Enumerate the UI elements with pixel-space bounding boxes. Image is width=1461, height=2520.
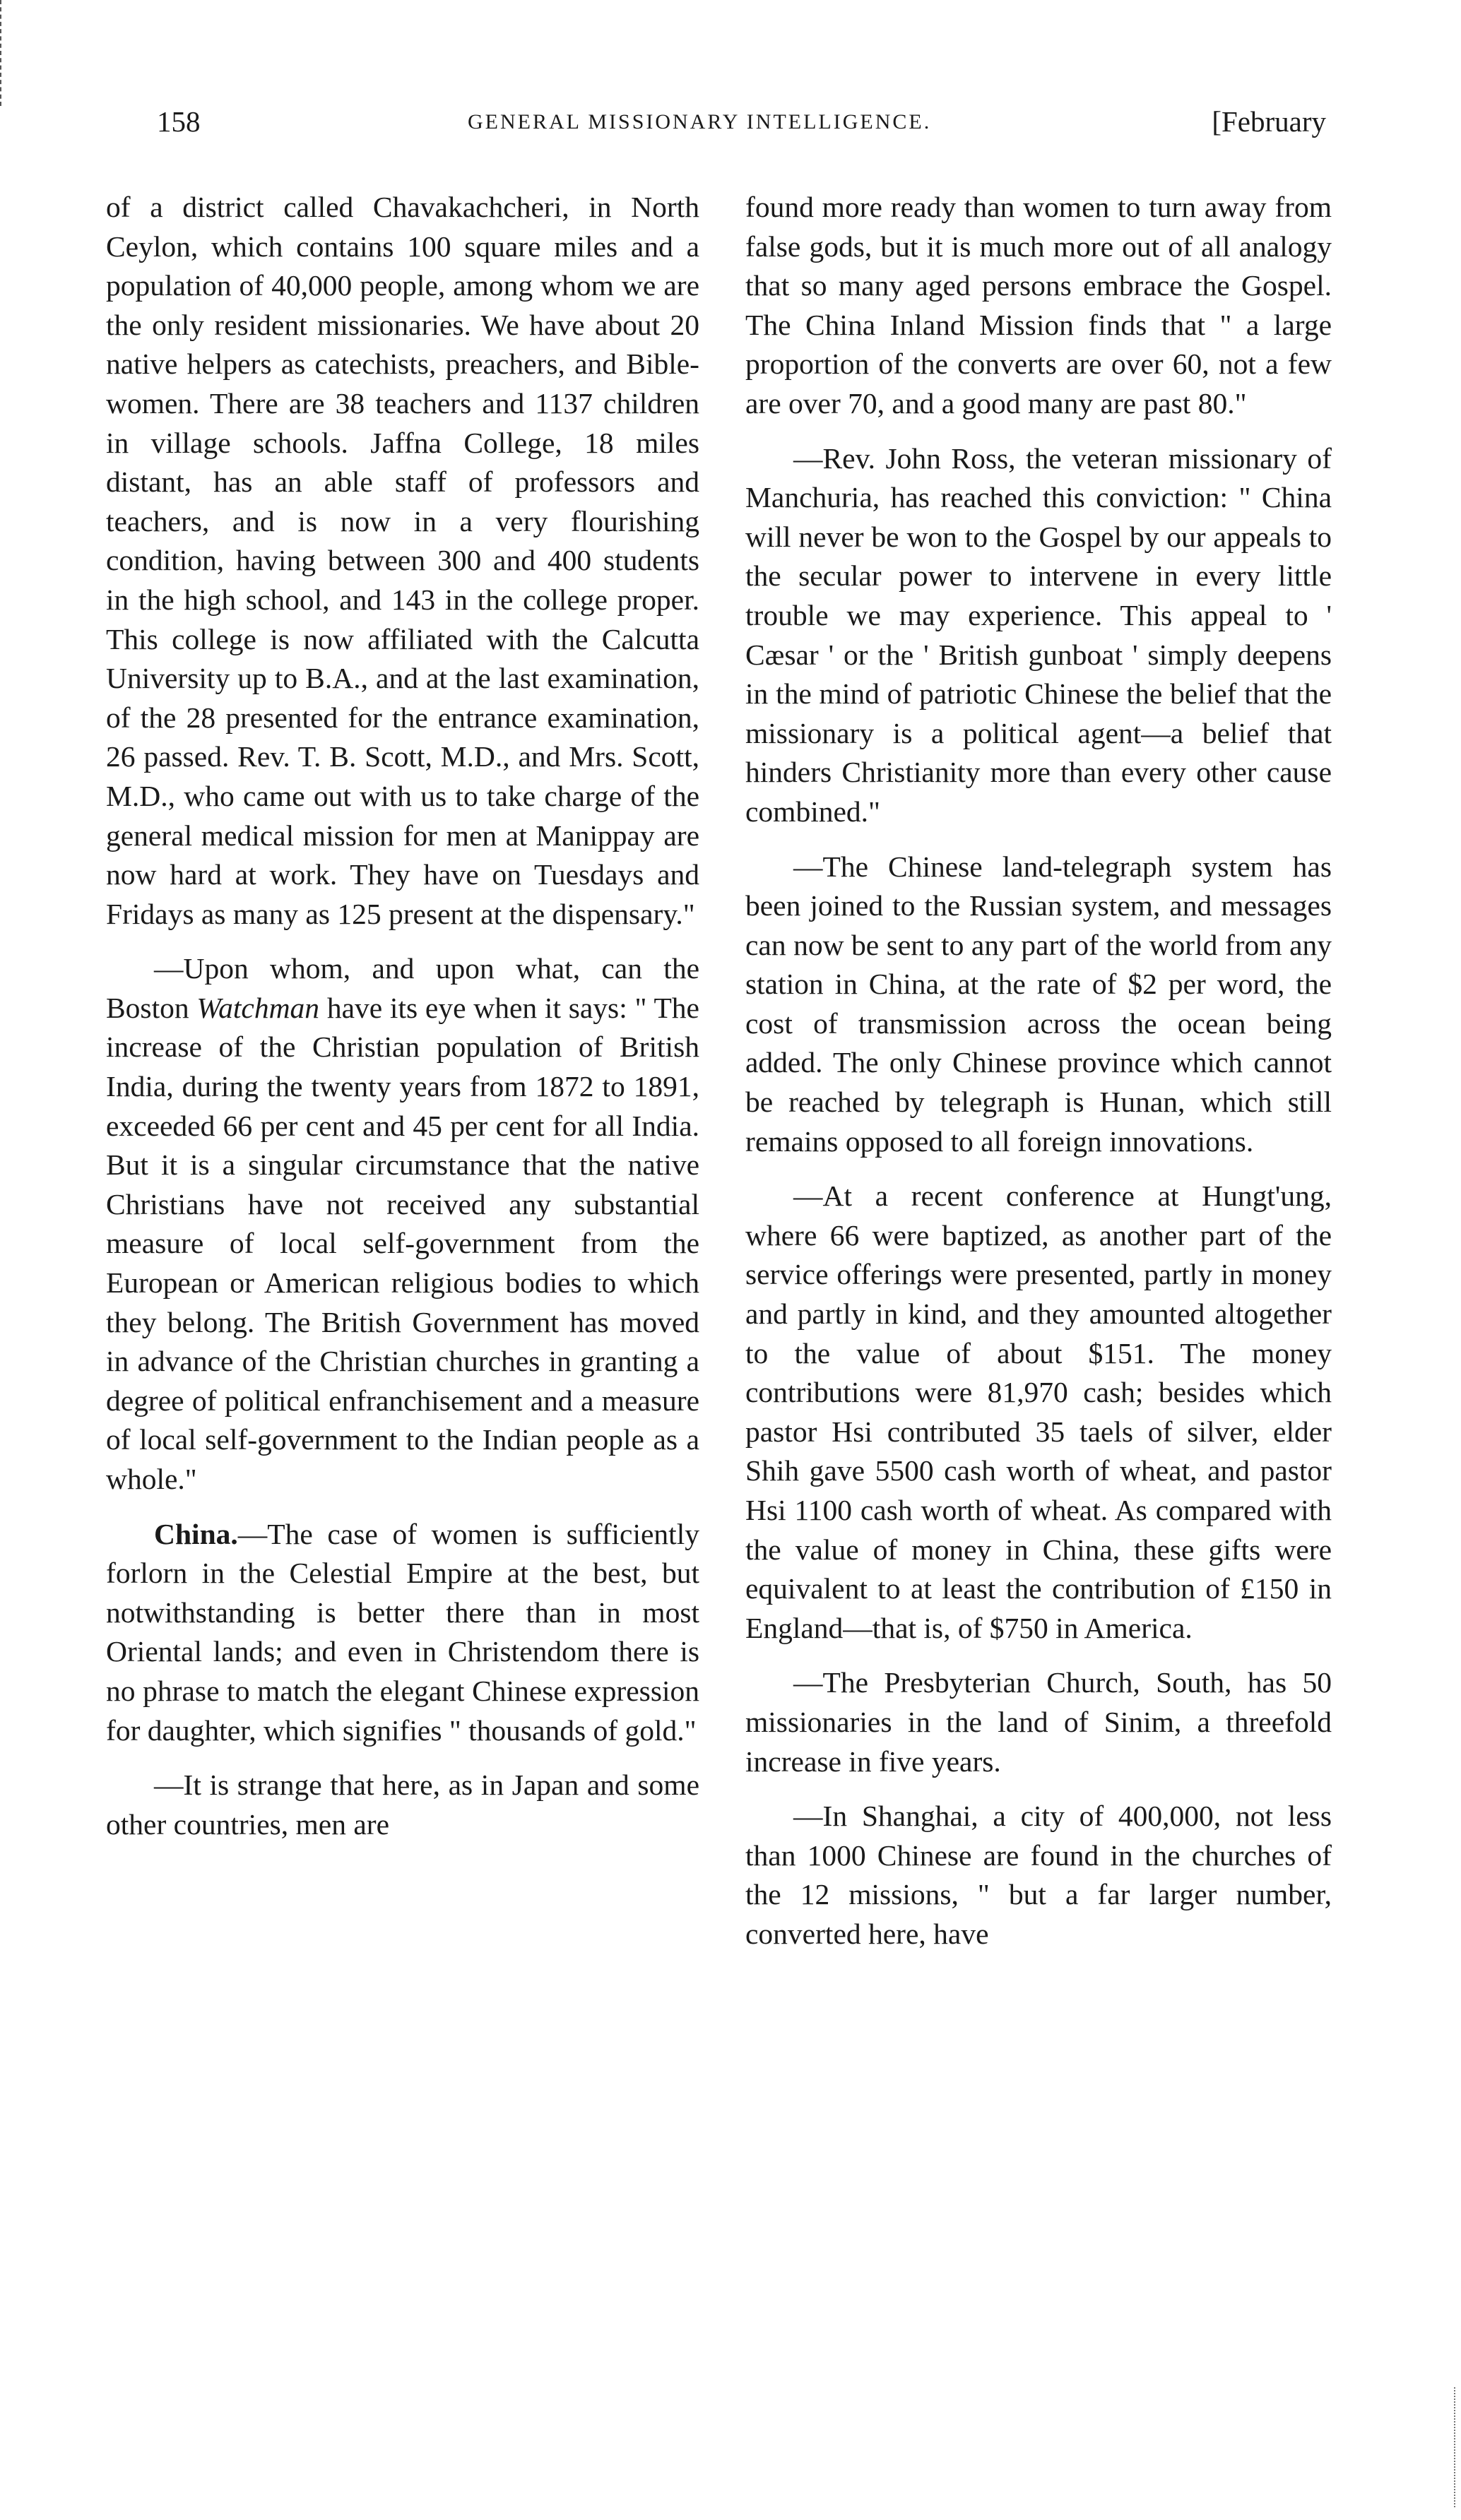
paragraph [106, 949, 699, 1499]
paragraph: found more ready than women to turn away from false gods, but it is much more out of all analogy that so many aged persons embrace the Gospel. The China Inland Mission finds that " a large proportion of the converts are over 60, not a few are over 70, and a good many are past 80." [745, 191, 1332, 420]
paragraph [106, 1515, 699, 1751]
paragraph: of a district called Chavakachcheri, in North Ceylon, which contains 100 square miles and a population of 40,000 people, among whom we are the only resident missionaries. We have about 20 native helpers as catechists, preachers, and Bible-women. There are 38 teachers and 1137 children in village schools. Jaffna College, 18 miles distant, has an able staff of professors and teachers, and is now in a very flourishing condition, having between 300 and 400 students in the high school, and 143 in the college proper. This college is now affiliated with the Calcutta University up to B.A., and at the last examination, of the 28 presented for the entrance examination, 26 passed. Rev. T. B. Scott, M.D., and Mrs. Scott, M.D., who came out with us to take charge of the general medical mission for men at Manippay are now hard at work. They have on Tuesdays and Fridays as many as 125 present at the dispensary." [106, 191, 699, 930]
paragraph: —At a recent conference at Hungt'ung, where 66 were baptized, as another part of the service offerings were presented, partly in money and partly in kind, and they amounted altogether to the value of about $151. The money contributions were 81,970 cash; besides which pastor Hsi contributed 35 taels of silver, elder Shih gave 5500 cash worth of wheat, and pastor Hsi 1100 cash worth of wheat. As compared with the value of money in China, these gifts were equivalent to at least the contribution of £150 in England—that is, of $750 in America. [745, 1179, 1332, 1644]
paragraph: —It is strange that here, as in Japan and some other countries, men are [106, 1769, 699, 1841]
newspaper-name: Watchman [196, 991, 320, 1024]
paragraph: —The Chinese land-telegraph system has been joined to the Russian system, and messages can now be sent to any part of the world from any station in China, at the rate of $2 per word, the cost of transmission across the ocean being added. The only Chinese province which cannot be reached by telegraph is Hunan, which still remains opposed to all foreign innovations. [745, 850, 1332, 1158]
issue-month: [February [1212, 105, 1326, 138]
paragraph-text: —Upon whom, and upon what, can the Boston [106, 952, 699, 1024]
paragraph: —In Shanghai, a city of 400,000, not less than 1000 Chinese are found in the churches of the 12 missions, " but a far larger number, converted here, have [745, 1800, 1332, 1950]
page-number: 158 [157, 105, 201, 138]
scan-edge-mark [1452, 2387, 1455, 2507]
scan-edge-mark [0, 0, 4, 106]
right-column [745, 188, 1332, 1970]
paragraph: —Rev. John Ross, the veteran missionary of Manchuria, has reached this conviction: " China will never be won to the Gospel by our appeals to the secular power to intervene in every little trouble we may experience. This appeal to ' Cæsar ' or the ' British gunboat ' simply deepens in the mind of patriotic Chinese the belief that the missionary is a political agent—a belief that hinders Christianity more than every other cause combined." [745, 441, 1332, 828]
left-column [106, 188, 699, 1860]
paragraph-text: have its eye when it says: " The increase of the Christian population of British India, during the twenty years from 1872 to 1891, exceeded 66 per cent and 45 per cent for all India. But it is a singular circumstance that the native Christians have not received any substantial measure of local self-government from the European or American religious bodies to which they belong. The British Government has moved in advance of the Christian churches in granting a degree of political enfranchisement and a measure of local self-government to the Indian people as a whole." [106, 991, 699, 1495]
paragraph: —The Presbyterian Church, South, has 50 missionaries in the land of Sinim, a threefold increase in five years. [745, 1666, 1332, 1778]
section-heading: China. [154, 1517, 238, 1550]
running-title: GENERAL MISSIONARY INTELLIGENCE. [468, 110, 932, 133]
paragraph-text: —The case of women is sufficiently forlorn in the Celestial Empire at the best, but notwithstanding is better there than in most Oriental lands; and even in Christendom there is no phrase to match the elegant Chinese expression for daughter, which signifies " thousands of gold." [106, 1517, 699, 1747]
page-header [157, 105, 1326, 147]
